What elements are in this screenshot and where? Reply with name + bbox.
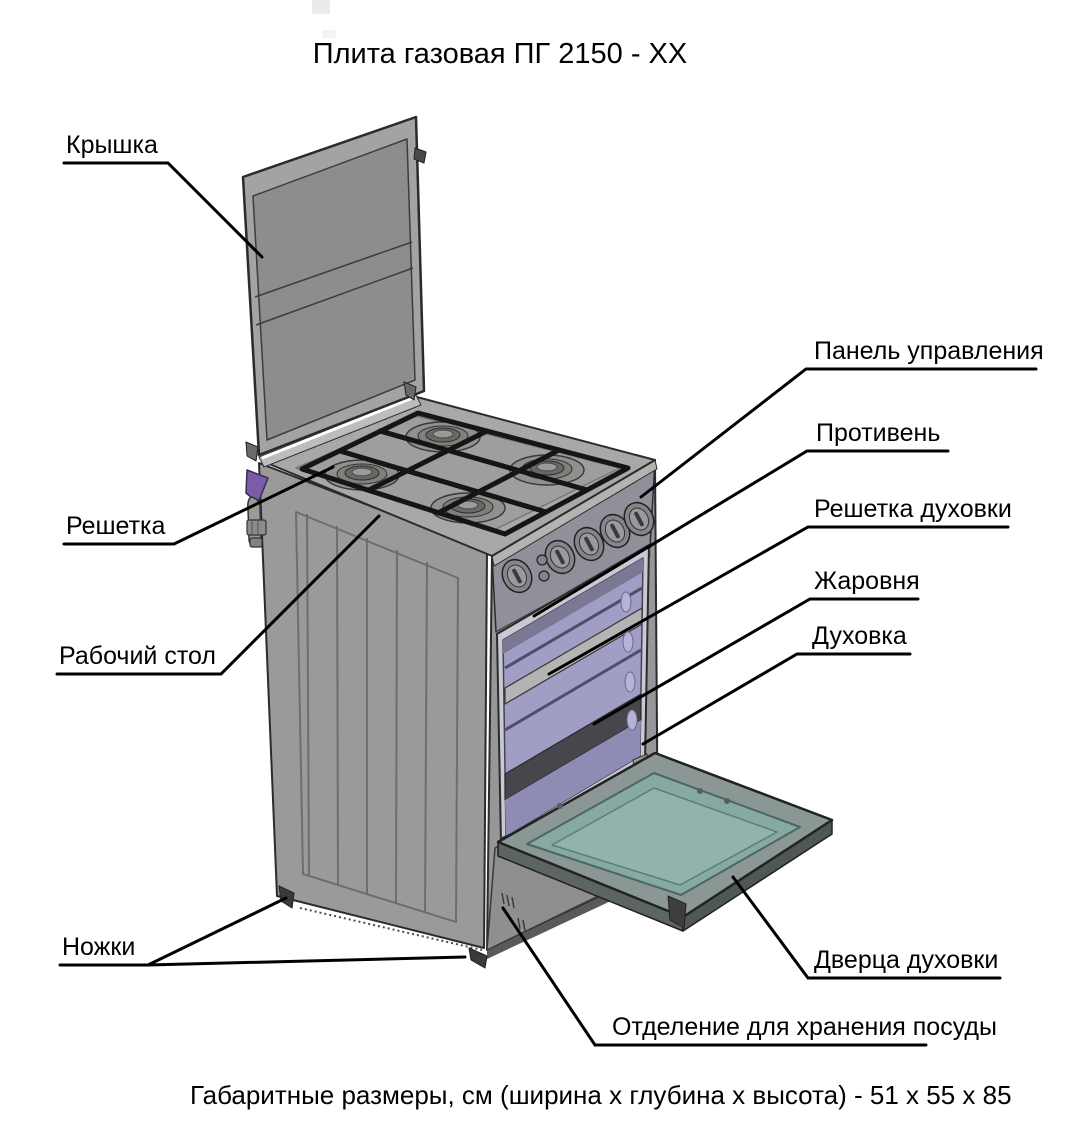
scan-artifact [312, 0, 330, 14]
scan-artifact [322, 30, 336, 38]
stove-body [243, 117, 832, 968]
label-lid: Крышка [66, 131, 158, 159]
label-oven-rack: Решетка духовки [814, 495, 1012, 523]
label-control-panel: Панель управления [814, 337, 1044, 365]
lid-hinge-left [246, 442, 258, 461]
label-legs: Ножки [62, 933, 136, 961]
label-oven-door: Дверца духовки [814, 946, 999, 974]
label-worktop: Рабочий стол [59, 642, 216, 670]
label-grate: Решетка [66, 512, 166, 540]
label-storage: Отделение для хранения посуды [612, 1013, 997, 1041]
label-oven: Духовка [812, 622, 907, 650]
leader-lid [64, 163, 262, 257]
diagram-title: Плита газовая ПГ 2150 - ХХ [312, 38, 688, 70]
leg-front-center [469, 948, 487, 968]
label-roasting-pan: Жаровня [814, 567, 920, 595]
ignition-button [537, 555, 547, 565]
label-baking-tray: Противень [816, 419, 941, 447]
light-button [539, 571, 549, 581]
overall-dimensions: Габаритные размеры, см (ширина х глубина х высота) - 51 х 55 х 85 [190, 1080, 1012, 1110]
leader-oven [643, 654, 910, 744]
